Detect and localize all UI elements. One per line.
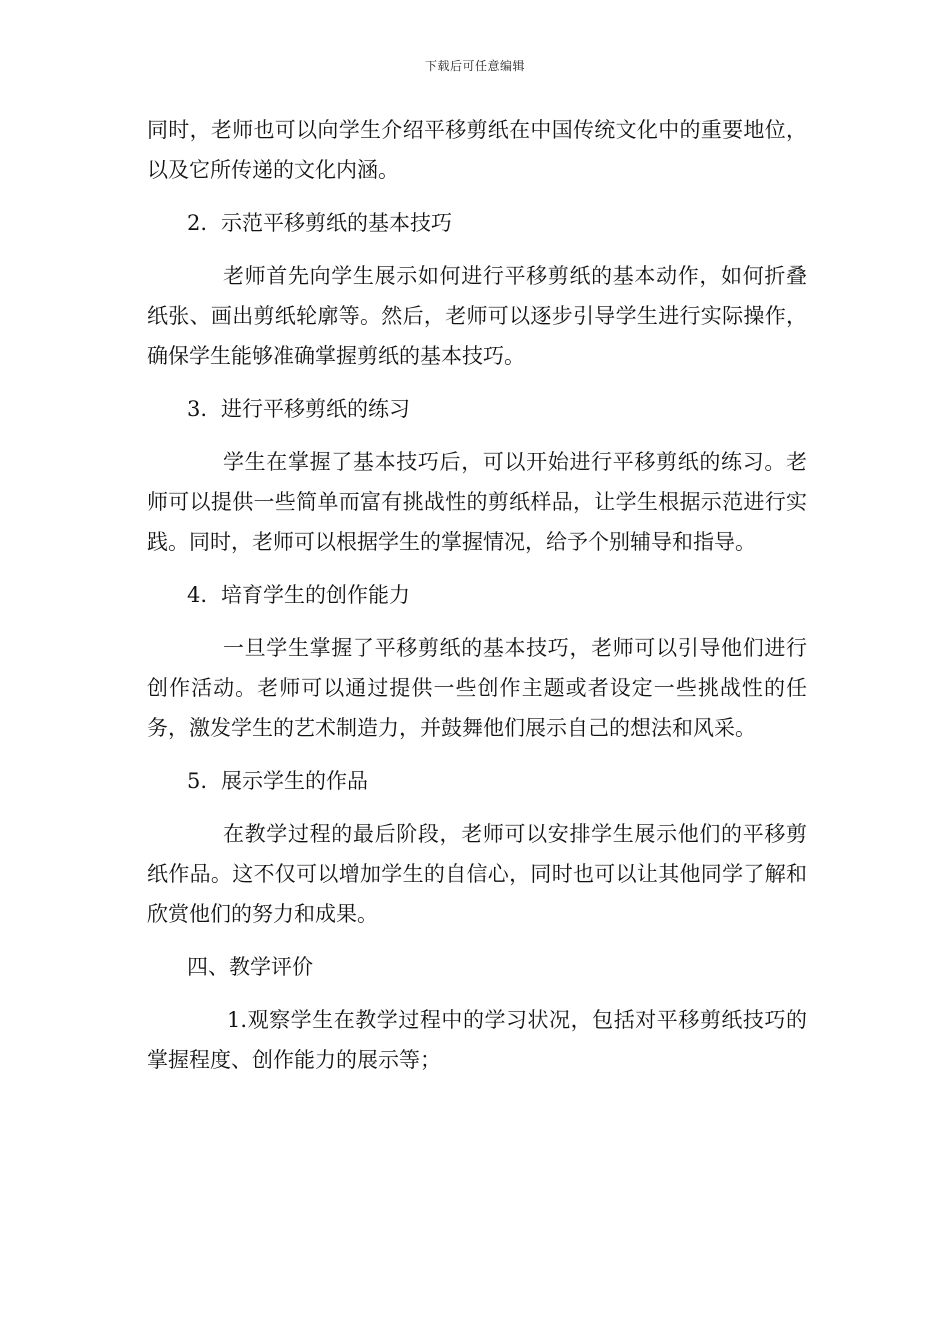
item-3-title: 进行平移剪纸的练习: [221, 397, 410, 421]
evaluation-item-1: [147, 1000, 807, 1080]
item-2-title: 示范平移剪纸的基本技巧: [221, 211, 452, 235]
item-3-paragraph: 学生在掌握了基本技巧后，可以开始进行平移剪纸的练习。老师可以提供一些简单而富有挑战性的剪纸样品，让学生根据示范进行实践。同时，老师可以根据学生的掌握情况，给予个别辅导和指导。: [147, 450, 807, 554]
item-4-paragraph: 一旦学生掌握了平移剪纸的基本技巧，老师可以引导他们进行创作活动。老师可以通过提供一些创作主题或者设定一些挑战性的任务，激发学生的艺术制造力，并鼓舞他们展示自己的想法和风采。: [147, 636, 807, 740]
item-5-paragraph: 在教学过程的最后阶段，老师可以安排学生展示他们的平移剪纸作品。这不仅可以增加学生的自信心，同时也可以让其他同学了解和欣赏他们的努力和成果。: [147, 822, 807, 926]
item-3-heading: [147, 389, 807, 429]
item-2-heading: [147, 203, 807, 243]
document-body: [147, 110, 807, 1080]
item-2-paragraph: 老师首先向学生展示如何进行平移剪纸的基本动作，如何折叠纸张、画出剪纸轮廓等。然后，老师可以逐步引导学生进行实际操作，确保学生能够准确掌握剪纸的基本技巧。: [147, 264, 807, 368]
section-4-heading: 四、教学评价: [187, 955, 313, 979]
item-5-number: 5.: [187, 769, 208, 793]
item-4-number: 4.: [187, 583, 208, 607]
item-5-title: 展示学生的作品: [221, 769, 368, 793]
item-3-number: 3.: [187, 397, 208, 421]
evaluation-item-1-number: 1.: [227, 1008, 248, 1032]
item-2-number: 2.: [187, 211, 208, 235]
item-4-title: 培育学生的创作能力: [221, 583, 410, 607]
item-4-heading: [147, 575, 807, 615]
paragraph-intro: 同时，老师也可以向学生介绍平移剪纸在中国传统文化中的重要地位，以及它所传递的文化内涵。: [147, 118, 807, 182]
item-5-heading: [147, 761, 807, 801]
evaluation-item-1-text: 观察学生在教学过程中的学习状况，包括对平移剪纸技巧的掌握程度、创作能力的展示等；: [147, 1008, 807, 1072]
page-header-note: 下载后可任意编辑: [424, 59, 525, 73]
